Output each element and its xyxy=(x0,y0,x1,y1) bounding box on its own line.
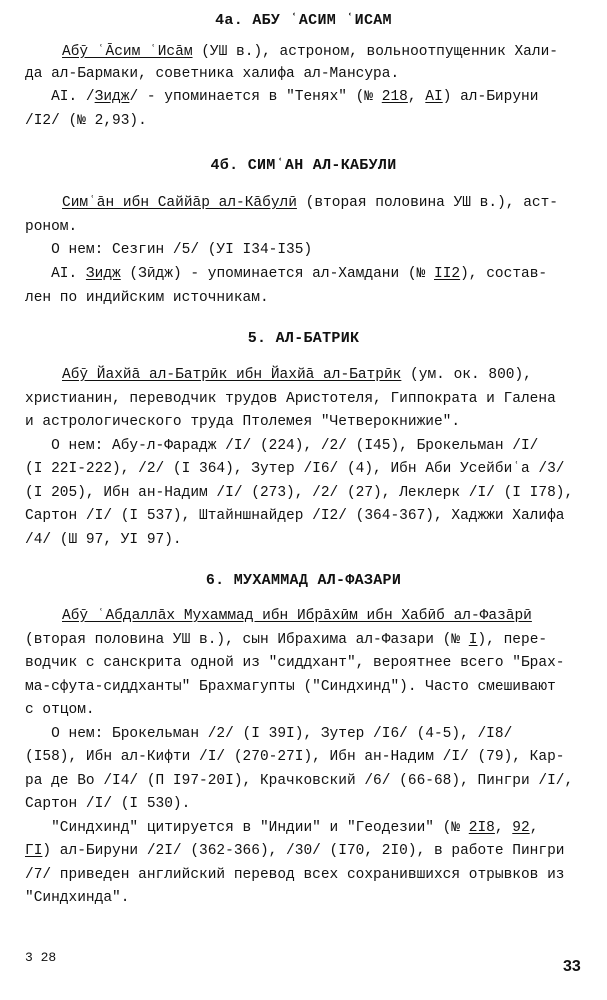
text-run: "Синдхинда". xyxy=(25,890,130,906)
text-line xyxy=(25,794,190,814)
text-run: Сартон /I/ (I 537), Штайншнайдер /I2/ (364-367), Хаджжи Халифа xyxy=(25,508,565,524)
underlined-text: Абӯ ʿАбдаллāх Мухаммад ибн Ибрāхӣм ибн Хабӣб ал-Фазāрӣ xyxy=(62,608,532,624)
underlined-text: II2 xyxy=(434,266,461,282)
text-line xyxy=(25,530,182,550)
text-run: (Зӣдж) - упоминается ал-Хамдани (№ xyxy=(120,266,434,282)
text-run: /4/ (Ш 97, УI 97). xyxy=(25,532,182,548)
text-line xyxy=(25,677,556,697)
text-line xyxy=(25,724,512,744)
text-run: О нем: Брокельман /2/ (I 39I), Зутер /I6/ (4-5), /I8/ xyxy=(25,726,513,742)
text-run: "Синдхинд" цитируется в "Индии" и "Геодезии" (№ xyxy=(25,820,469,836)
underlined-text: 2I8 xyxy=(468,820,495,836)
text-run: и астрологического труда Птолемея "Четверокнижие". xyxy=(25,414,461,430)
text-run: (I58), Ибн ал-Кифти /I/ (270-27I), Ибн ан-Надим /I/ (79), Кар- xyxy=(25,749,565,765)
text-line xyxy=(25,64,399,84)
text-line xyxy=(25,412,460,432)
text-line xyxy=(25,771,573,791)
text-run: ра де Во /I4/ (П I97-20I), Крачковский /6/ (66-68), Пингри /I/, xyxy=(25,773,574,789)
text-line xyxy=(62,365,532,385)
text-run: лен по индийским источникам. xyxy=(25,290,269,306)
underlined-text: Зидж xyxy=(94,89,130,105)
text-run: роном. xyxy=(25,219,78,235)
text-run: (I 205), Ибн ан-Надим /I/ (273), /2/ (27), Леклерк /I/ (I I78), xyxy=(25,485,574,501)
text-run: (УШ в.), астроном, вольноотпущенник Хали- xyxy=(192,44,558,60)
text-line xyxy=(25,483,573,503)
text-line xyxy=(25,841,565,861)
underlined-text: Симʿāн ибн Саййāр ал-Кāбулӣ xyxy=(62,195,297,211)
text-line xyxy=(25,700,95,720)
text-line xyxy=(25,818,538,838)
underlined-text: Зидж xyxy=(85,266,121,282)
section-heading-4a: 4а. АБУ ʿАСИМ ʿИСАМ xyxy=(215,12,392,29)
text-run: (ум. ок. 800), xyxy=(401,367,532,383)
text-run: / - упоминается в "Тенях" (№ xyxy=(129,89,382,105)
underlined-text: 218 xyxy=(381,89,408,105)
text-line xyxy=(25,653,565,673)
text-run: да ал-Бармаки, советника халифа ал-Мансура. xyxy=(25,66,400,82)
text-run: ) ал-Бируни xyxy=(442,89,539,105)
text-line xyxy=(25,217,77,237)
text-run: с отцом. xyxy=(25,702,95,718)
underlined-text: AI xyxy=(425,89,443,105)
text-run: AI. / xyxy=(25,89,95,105)
text-run: /7/ приведен английский перевод всех сохранившихся отрывков из xyxy=(25,867,565,883)
text-line xyxy=(62,193,558,213)
text-line xyxy=(25,459,565,479)
text-run: христианин, переводчик трудов Аристотеля, Гиппократа и Галена xyxy=(25,391,556,407)
text-line xyxy=(25,865,565,885)
text-run: , xyxy=(529,820,539,836)
text-run: ), пере- xyxy=(477,632,548,648)
text-run: ) ал-Бируни /2I/ (362-366), /30/ (I70, 2I0), в работе Пингри xyxy=(42,843,565,859)
text-run: (вторая половина УШ в.), аст- xyxy=(296,195,558,211)
text-line xyxy=(25,747,565,767)
underlined-text: Абӯ Йахйā ал-Батрӣк ибн Йахйā ал-Батрӣк xyxy=(62,367,402,383)
text-line xyxy=(25,111,147,131)
text-run: ), состав- xyxy=(460,266,548,282)
text-run: , xyxy=(407,89,426,105)
text-run: (I 22I-222), /2/ (I 364), Зутер /I6/ (4), Ибн Аби Усейбиʿа /3/ xyxy=(25,461,565,477)
text-line xyxy=(25,288,269,308)
text-line xyxy=(25,888,129,908)
text-line xyxy=(25,389,556,409)
text-run: ма-сфута-сиддханты" Брахмагупты ("Синдхинд"). Часто смешивают xyxy=(25,679,556,695)
text-run: водчик с санскрита одной из "сиддхант", вероятнее всего "Брах- xyxy=(25,655,565,671)
text-run: Сартон /I/ (I 530). xyxy=(25,796,191,812)
text-line xyxy=(25,87,538,107)
section-heading-6: 6. МУХАММАД АЛ-ФАЗАРИ xyxy=(205,572,402,589)
text-run: О нем: Абу-л-Фарадж /I/ (224), /2/ (I45), Брокельман /I/ xyxy=(25,438,539,454)
print-code: 3 28 xyxy=(25,950,57,965)
page-number: 33 xyxy=(563,958,581,975)
text-run: , xyxy=(494,820,513,836)
text-line xyxy=(62,606,532,626)
text-line xyxy=(62,42,558,62)
text-run: (вторая половина УШ в.), сын Ибрахима ал-Фазари (№ xyxy=(25,632,469,648)
text-run: /I2/ (№ 2,93). xyxy=(25,113,147,129)
text-line xyxy=(25,506,565,526)
underlined-text: Абӯ ʿĀсим ʿИсāм xyxy=(62,44,193,60)
section-heading-4b: 4б. СИМʿАН АЛ-КАБУЛИ xyxy=(210,157,397,174)
text-run: О нем: Сезгин /5/ (УI I34-I35) xyxy=(25,242,313,258)
text-line xyxy=(25,630,547,650)
underlined-text: 92 xyxy=(512,820,530,836)
section-heading-5: 5. АЛ-БАТРИК xyxy=(247,330,360,347)
underlined-text: ГI xyxy=(25,843,43,859)
underlined-text: I xyxy=(468,632,478,648)
text-line xyxy=(25,436,538,456)
text-line xyxy=(25,240,312,260)
text-run: AI. xyxy=(25,266,86,282)
text-line xyxy=(25,264,547,284)
